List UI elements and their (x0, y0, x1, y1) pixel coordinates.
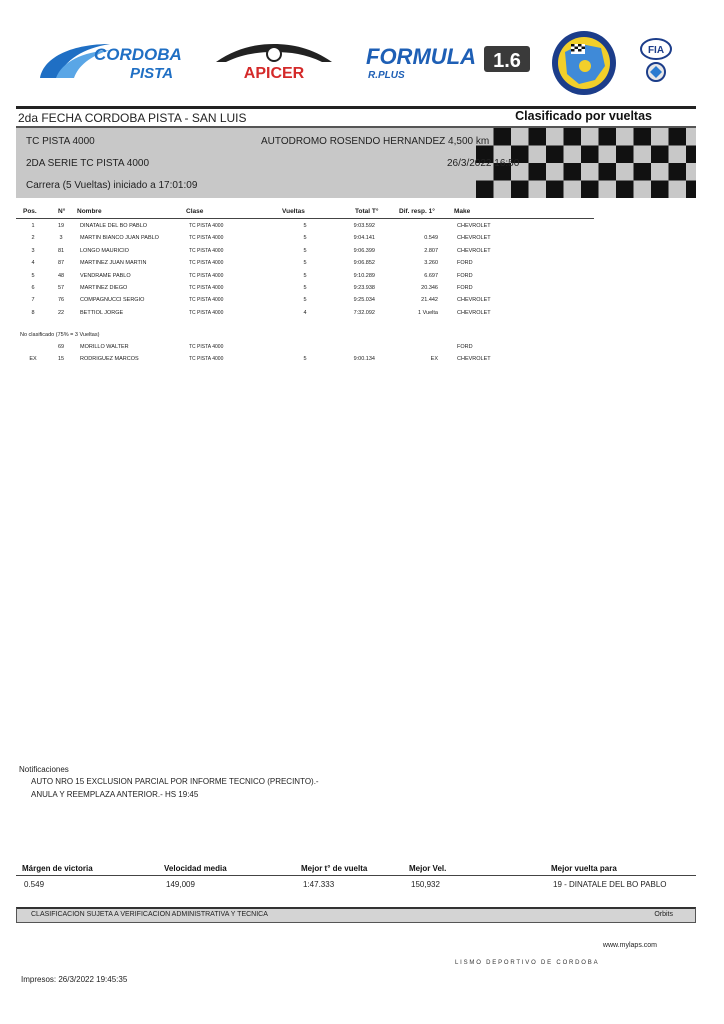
cell-class: TC PISTA 4000 (189, 356, 224, 363)
cell-make: CHEVROLET (457, 223, 491, 229)
summary-best-speed-value: 150,932 (411, 880, 440, 889)
cell-total: 9:00.134 (353, 356, 375, 363)
col-header-diff: Dif. resp. 1° (399, 208, 435, 215)
cell-make: CHEVROLET (457, 235, 491, 242)
table-row (0, 297, 724, 309)
table-header-rule (16, 218, 594, 219)
cell-pos: EX (29, 356, 37, 363)
formula-1-6-logo (364, 42, 530, 82)
race-info-label: Carrera (5 Vueltas) iniciado a 17:01:09 (26, 180, 198, 191)
cell-pos: 8 (31, 309, 35, 316)
table-row (0, 235, 724, 247)
not-classified-label: No clasificado (75% = 3 Vueltas) (20, 332, 100, 338)
col-header-make: Make (454, 208, 471, 215)
cell-total: 9:10.289 (353, 272, 375, 279)
col-header-total: Total T° (355, 208, 379, 215)
cell-total: 9:25.034 (353, 297, 375, 304)
disclaimer-bar (16, 907, 696, 923)
summary-header-best-speed: Mejor Vel. (409, 864, 447, 873)
cell-pos: 2 (31, 235, 35, 242)
summary-header-best-lap: Mejor t° de vuelta (301, 864, 368, 873)
cell-pos: 6 (31, 285, 35, 291)
cell-make: CHEVROLET (457, 247, 491, 254)
cell-name: LONGO MAURICIO (80, 247, 129, 254)
timing-agency: LISMO DEPORTIVO DE CORDOBA (455, 960, 600, 966)
cell-total: 9:04.141 (353, 235, 375, 242)
cell-diff: EX (430, 356, 438, 363)
cell-num: 15 (57, 356, 65, 363)
cell-class: TC PISTA 4000 (189, 309, 224, 316)
notification-line: ANULA Y REEMPLAZA ANTERIOR.- HS 19:45 (31, 790, 199, 799)
cell-num: 57 (57, 285, 65, 291)
cell-make: CHEVROLET (457, 297, 491, 304)
apicer-logo-text: APICER (243, 65, 305, 80)
table-row (0, 356, 724, 368)
cell-make: FORD (457, 260, 473, 267)
summary-best-lap-value: 1:47.333 (303, 880, 335, 889)
cell-make: FORD (457, 344, 473, 350)
cordoba-pista-logo (34, 38, 188, 82)
cell-laps: 5 (303, 260, 307, 267)
cell-diff: 21.442 (421, 297, 438, 304)
cell-name: MARTINEZ JUAN MARTIN (80, 260, 147, 267)
report-title: Clasificado por vueltas (515, 109, 652, 123)
cell-diff: 1 Vuelta (418, 309, 438, 316)
cell-num: 87 (57, 260, 65, 267)
cell-laps: 5 (303, 285, 307, 291)
formula-number-text: 1.6 (493, 50, 521, 72)
session-info-box (16, 128, 696, 198)
printed-timestamp: Impresos: 26/3/2022 19:45:35 (21, 975, 128, 984)
circuit-label: AUTODROMO ROSENDO HERNANDEZ 4,500 km (261, 136, 490, 147)
cell-num: 81 (57, 247, 65, 254)
cell-laps: 5 (303, 223, 307, 229)
cell-num: 76 (57, 297, 65, 304)
cell-diff: 3.260 (424, 260, 438, 267)
cell-num: 19 (57, 223, 65, 229)
sponsor-logos (0, 28, 724, 90)
summary-header-margin: Márgen de victoria (22, 864, 93, 873)
summary-header-best-lap-by: Mejor vuelta para (551, 864, 617, 873)
category-label: TC PISTA 4000 (26, 136, 95, 147)
summary-best-lap-by-value: 19 - DINATALE DEL BO PABLO (553, 880, 667, 889)
cell-diff: 2.807 (424, 247, 438, 254)
session-datetime: 26/3/2022 16:50 (447, 158, 520, 169)
table-row (0, 223, 724, 235)
event-title: 2da FECHA CORDOBA PISTA - SAN LUIS (18, 111, 247, 125)
cell-pos: 5 (31, 272, 35, 279)
cell-make: CHEVROLET (457, 309, 491, 316)
cell-name: MARTIN BIANCO JUAN PABLO (80, 235, 159, 242)
disclaimer-text: CLASIFICACION SUJETA A VERIFICACION ADMINISTRATIVA Y TECNICA (31, 911, 268, 918)
cell-class: TC PISTA 4000 (189, 235, 224, 242)
cell-num: 22 (57, 309, 65, 316)
cell-num: 48 (57, 272, 65, 279)
cell-laps: 5 (303, 235, 307, 242)
province-seal (551, 30, 617, 96)
cell-class: TC PISTA 4000 (189, 260, 224, 267)
table-row (0, 248, 724, 260)
cell-diff: 20.346 (421, 285, 438, 291)
summary-header-avg-speed: Velocidad media (164, 864, 227, 873)
fia-logo (640, 38, 672, 60)
cell-make: FORD (457, 285, 473, 291)
cell-class: TC PISTA 4000 (189, 223, 224, 229)
cell-diff: 6.697 (424, 272, 438, 279)
cell-class: TC PISTA 4000 (189, 247, 224, 254)
formula-logo-text: FORMULA (366, 44, 476, 69)
cell-name: DINATALE DEL BO PABLO (80, 223, 148, 229)
table-row (0, 285, 724, 297)
summary-avg-speed-value: 149,009 (166, 880, 195, 889)
cell-class: TC PISTA 4000 (189, 272, 224, 279)
cell-num: 69 (57, 344, 65, 350)
club-emblem (640, 62, 672, 82)
col-header-class: Clase (186, 208, 204, 215)
orbits-brand: Orbits (654, 911, 673, 918)
summary-margin-value: 0.549 (24, 880, 45, 889)
mylaps-website: www.mylaps.com (602, 942, 657, 949)
cell-pos: 3 (31, 247, 35, 254)
cell-num: 3 (59, 235, 63, 242)
pista-logo-text: PISTA (130, 65, 174, 82)
cell-name: MARTINEZ DIEGO (80, 285, 128, 291)
cell-class: TC PISTA 4000 (189, 297, 224, 304)
cell-pos: 7 (31, 297, 35, 304)
cell-make: FORD (457, 272, 473, 279)
fia-logo-text: FIA (647, 45, 665, 56)
cell-laps: 5 (303, 272, 307, 279)
notifications-title: Notificaciones (19, 765, 69, 774)
cell-pos: 1 (31, 223, 35, 229)
cell-diff: 0.549 (424, 235, 438, 242)
cordoba-logo-text: CORDOBA (94, 45, 182, 64)
table-row (0, 273, 724, 285)
cell-total: 9:06.852 (353, 260, 375, 267)
cell-laps: 5 (303, 247, 307, 254)
series-label: 2DA SERIE TC PISTA 4000 (26, 158, 150, 169)
cell-name: RODRIGUEZ MARCOS (80, 356, 139, 363)
notification-line: AUTO NRO 15 EXCLUSION PARCIAL POR INFORME TECNICO (PRECINTO).- (31, 777, 319, 786)
summary-rule (16, 875, 696, 876)
cell-laps: 5 (303, 297, 307, 304)
cell-class: TC PISTA 4000 (189, 285, 224, 291)
cell-total: 7:32.092 (353, 309, 375, 316)
col-header-name: Nombre (77, 208, 102, 215)
cell-name: BETTIOL JORGE (80, 309, 124, 316)
cell-total: 9:06.399 (353, 247, 375, 254)
cell-pos: 4 (31, 260, 35, 267)
cell-name: MORILLO WALTER (80, 344, 129, 350)
cell-laps: 4 (303, 309, 307, 316)
col-header-laps: Vueltas (282, 208, 305, 215)
cell-class: TC PISTA 4000 (189, 344, 224, 350)
cell-make: CHEVROLET (457, 356, 491, 363)
cell-total: 9:23.938 (353, 285, 375, 291)
apicer-logo (206, 40, 342, 80)
rplus-logo-text: R.PLUS (368, 70, 405, 81)
table-row (0, 310, 724, 322)
col-header-pos: Pos. (23, 208, 37, 215)
cell-laps: 5 (303, 356, 307, 363)
cell-total: 9:03.592 (353, 223, 375, 229)
cell-name: VENDRAME PABLO (80, 272, 131, 279)
col-header-num: N° (58, 208, 66, 215)
table-row (0, 344, 724, 356)
cell-name: COMPAGNUCCI SERGIO (80, 297, 145, 304)
table-row (0, 260, 724, 272)
